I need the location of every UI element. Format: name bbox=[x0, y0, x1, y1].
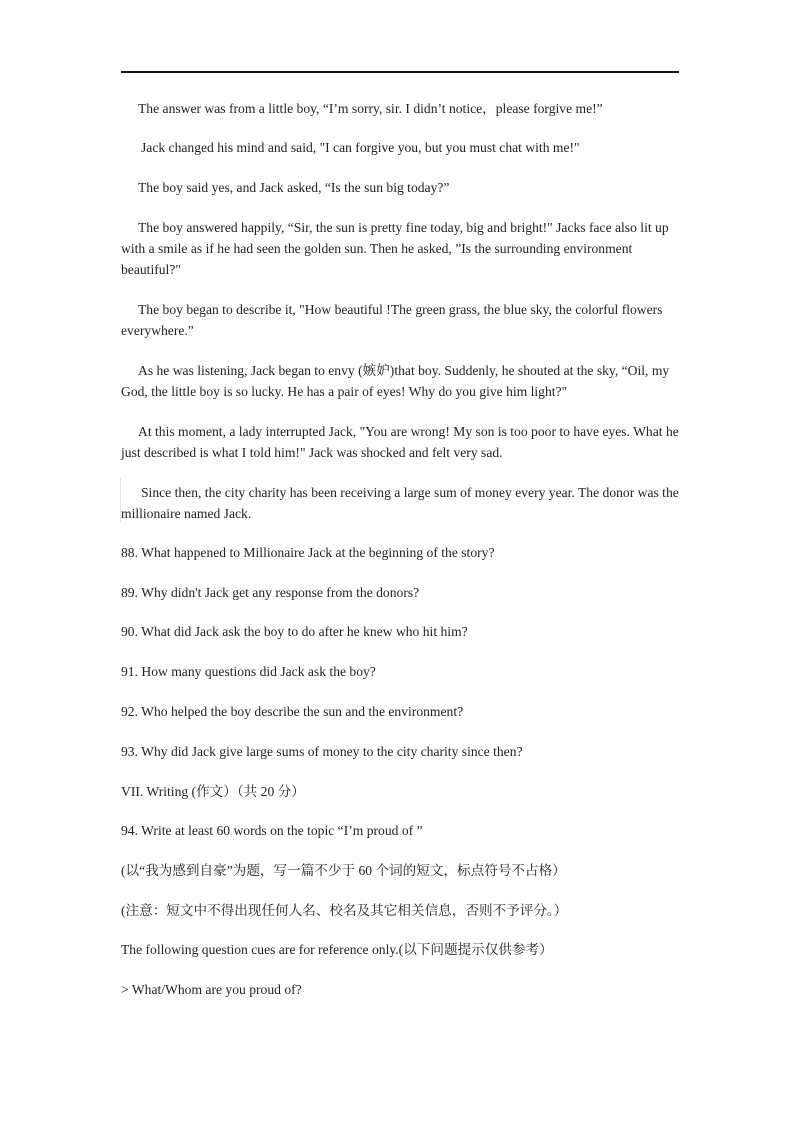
question-89: 89. Why didn't Jack get any response from the donors? bbox=[121, 585, 420, 600]
paragraph-boy-answers-line1: The boy answered happily, “Sir, the sun is pretty fine today, big and bright!" Jacks face also lit up bbox=[138, 220, 669, 235]
paragraph-sun-question: The boy said yes, and Jack asked, “Is the sun big today?” bbox=[138, 180, 450, 195]
question-93: 93. Why did Jack give large sums of money to the city charity since then? bbox=[121, 744, 523, 759]
paragraph-donor-line1: Since then, the city charity has been receiving a large sum of money every year. The donor was the bbox=[141, 485, 679, 500]
paragraph-envy-line1: As he was listening, Jack began to envy (嫉妒)that boy. Suddenly, he shouted at the sky, “Oil, my bbox=[138, 363, 670, 378]
cue-item: > What/Whom are you proud of? bbox=[121, 982, 302, 997]
writing-note: (注意：短文中不得出现任何人名、校名及其它相关信息，否则不予评分。） bbox=[121, 903, 568, 918]
paragraph-apology: The answer was from a little boy, “I’m sorry, sir. I didn’t notice，please forgive me!” bbox=[138, 101, 603, 116]
paragraph-envy-line2: God, the little boy is so lucky. He has a pair of eyes! Why do you give him light?" bbox=[121, 384, 568, 399]
paragraph-describe-line2: everywhere.” bbox=[121, 323, 194, 338]
writing-instruction: (以“我为感到自豪”为题，写一篇不少于 60 个词的短文，标点符号不占格） bbox=[121, 863, 566, 878]
paragraph-describe-line1: The boy began to describe it, "How beautiful !The green grass, the blue sky, the colorful flowers bbox=[138, 302, 663, 317]
question-91: 91. How many questions did Jack ask the boy? bbox=[121, 664, 376, 679]
question-92: 92. Who helped the boy describe the sun and the environment? bbox=[121, 704, 464, 719]
question-88: 88. What happened to Millionaire Jack at the beginning of the story? bbox=[121, 545, 495, 560]
paragraph-lady-line1: At this moment, a lady interrupted Jack, "You are wrong! My son is too poor to have eyes. What he bbox=[138, 424, 679, 439]
paragraph-jack-forgives: Jack changed his mind and said, "I can forgive you, but you must chat with me!" bbox=[141, 140, 580, 155]
cues-intro: The following question cues are for reference only.(以下问题提示仅供参考） bbox=[121, 942, 553, 957]
paragraph-boy-answers-line3: beautiful?" bbox=[121, 262, 181, 277]
question-94: 94. Write at least 60 words on the topic “I’m proud of ” bbox=[121, 823, 423, 838]
paragraph-boy-answers-line2: with a smile as if he had seen the golden sun. Then he asked, ”Is the surrounding environment bbox=[121, 241, 633, 256]
header-rule bbox=[121, 71, 679, 73]
writing-heading: VII. Writing (作文）（共 20 分） bbox=[121, 784, 305, 799]
question-90: 90. What did Jack ask the boy to do after he knew who hit him? bbox=[121, 624, 468, 639]
paragraph-lady-line2: just described is what I told him!" Jack was shocked and felt very sad. bbox=[121, 445, 503, 460]
paragraph-donor-line2: millionaire named Jack. bbox=[121, 506, 252, 521]
